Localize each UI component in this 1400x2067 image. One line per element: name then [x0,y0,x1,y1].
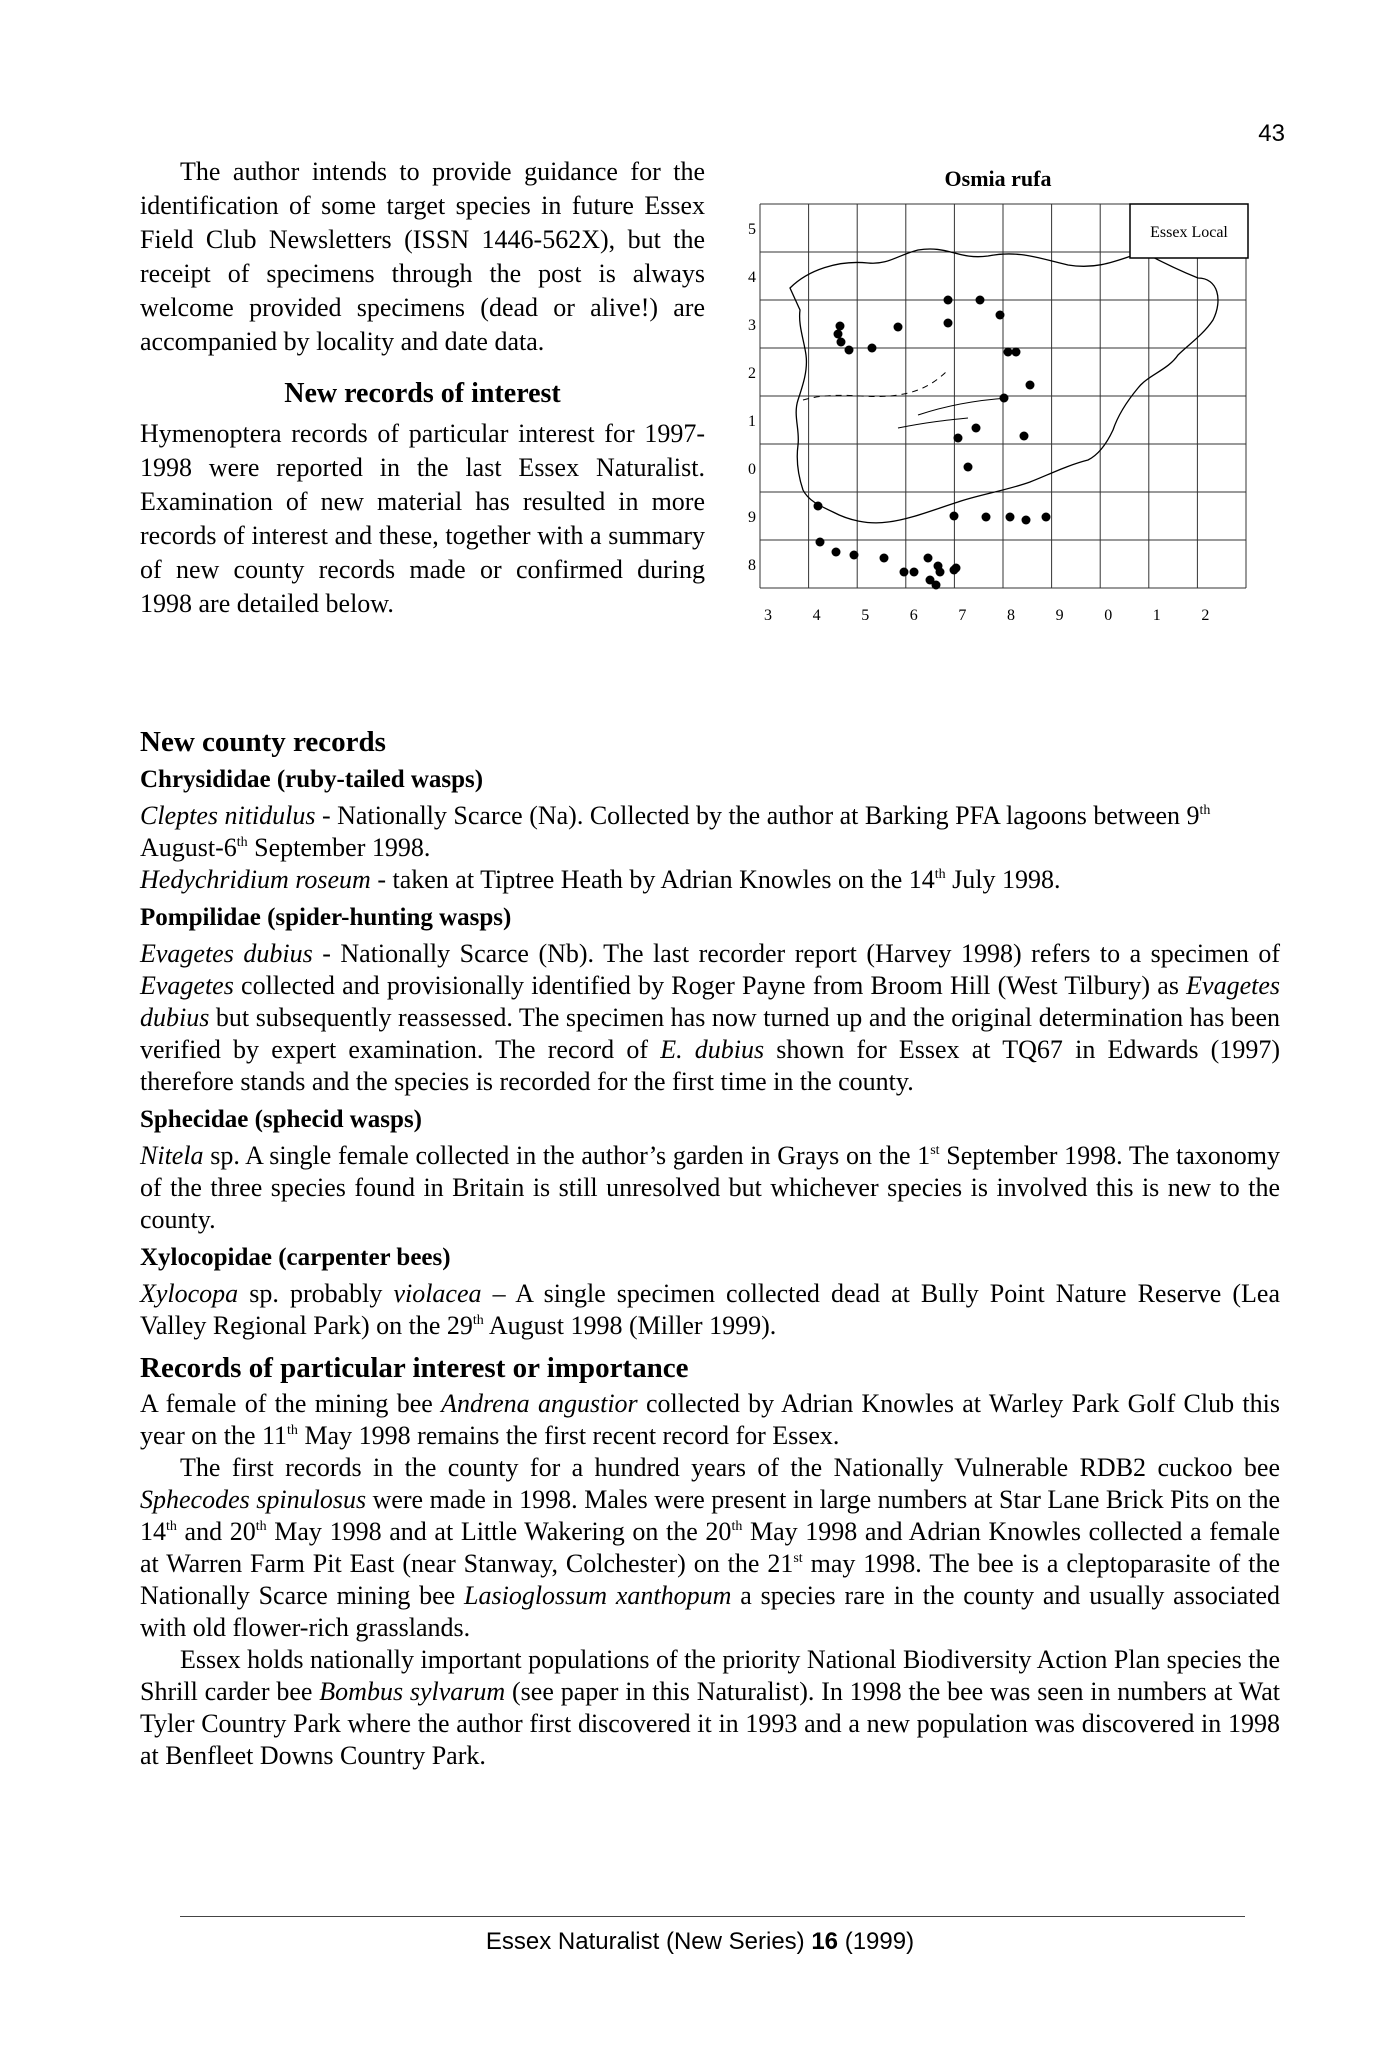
interest-paragraph-1: A female of the mining bee Andrena angustior collected by Adrian Knowles at Warley Park Golf Club this year on the 11th May 1998 remains the first recent record for Essex. [140,1389,1280,1450]
heading-xylocopidae: Xylocopidae (carpenter bees) [140,1244,451,1271]
record-dot [894,323,903,332]
record-dot [976,296,985,305]
map-x-label: 1 [1152,607,1161,624]
page-number: 43 [1258,120,1285,147]
river-line [898,398,1008,428]
record-dot [834,330,843,339]
record-dot [1020,432,1029,441]
record-dot [1006,513,1015,522]
map-x-labels [764,607,1209,624]
map-x-label: 9 [1055,607,1064,624]
map-y-label: 3 [748,317,756,334]
record-dot [944,319,953,328]
map-y-label: 1 [748,413,756,430]
map-y-label: 4 [748,269,756,286]
intro-column [140,155,705,621]
heading-sphecidae: Sphecidae (sphecid wasps) [140,1106,422,1133]
map-title: Osmia rufa [944,166,1052,191]
record-dot [837,338,846,347]
record-dot [936,568,945,577]
map-x-label: 2 [1201,607,1210,624]
record-dot [996,311,1005,320]
map-graphic [718,160,1278,660]
legend-label: Essex Local [1150,224,1228,241]
record-dot [964,463,973,472]
record-dot [814,502,823,511]
map-x-label: 7 [958,607,967,624]
county-outline [790,249,1218,523]
record-dot [850,551,859,560]
record-dot [1026,381,1035,390]
distribution-map [718,160,1278,660]
record-dot [1022,516,1031,525]
main-text [140,716,1280,1772]
interest-paragraph-3: Essex holds nationally important populations of the priority National Biodiversity Action Plan species the Shrill carder bee Bombus sylvarum (see paper in this Naturalist). In 1998 the bee was seen in numbers at Wat Tyler Country Park where the author first discovered it in 1993 and a new population was discovered in 1998 at Benfleet Downs Country Park. [140,1645,1281,1770]
record-dot [816,538,825,547]
record-dot [832,548,841,557]
map-y-label: 0 [748,461,756,478]
record-dot [880,554,889,563]
record-dots [814,296,1051,590]
heading-new-county-records: New county records [140,726,386,758]
record-dot [1000,394,1009,403]
map-x-label: 8 [1007,607,1015,624]
map-y-label: 9 [748,509,756,526]
intro-paragraph-2: Hymenoptera records of particular interest for 1997-1998 were reported in the last Essex Naturalist. Examination of new material has resulted in more records of interest and these, together with a summary of new county records made or confirmed during 1998 are detailed below. [140,419,705,618]
record-xylocopa: Xylocopa sp. probably violacea – A single specimen collected dead at Bully Point Nature Reserve (Lea Valley Regional Park) on the 29th August 1998 (Miller 1999). [140,1279,1280,1340]
intro-paragraph: The author intends to provide guidance for the identification of some target species in future Essex Field Club Newsletters (ISSN 1446-562X), but the receipt of specimens through the post is always welcome provided specimens (dead or alive!) are accompanied by locality and date data. [140,157,705,356]
record-dot [950,512,959,521]
record-dot [836,322,845,331]
map-y-labels [748,221,756,574]
record-dot [845,346,854,355]
map-y-label: 5 [748,221,756,238]
record-dot [1004,348,1013,357]
record-dot [954,434,963,443]
record-evagetes: Evagetes dubius - Nationally Scarce (Nb). The last recorder report (Harvey 1998) refers to a specimen of Evagetes collected and provisionally identified by Roger Payne from Broom Hill (West Tilbury) as Evagetes dubius but subsequently reassessed. The specimen has now turned up and the original determination has been verified by expert examination. The record of E. dubius shown for Essex at TQ67 in Edwards (1997) therefore stands and the species is recorded for the first time in the county. [140,939,1281,1096]
map-x-label: 5 [861,607,870,624]
record-dot [910,568,919,577]
record-dot [868,344,877,353]
footer: Essex Naturalist (New Series) 16 (1999) [485,1928,915,1955]
map-x-label: 0 [1104,607,1113,624]
section-heading-new-records: New records of interest [284,378,561,409]
record-dot [1012,348,1021,357]
map-x-label: 6 [909,607,918,624]
record-dot [924,554,933,563]
record-dot [952,564,961,573]
record-nitela: Nitela sp. A single female collected in the author’s garden in Grays on the 1st September 1998. The taxonomy of the three species found in Britain is still unresolved but whichever species is involved this is new to the county. [140,1141,1281,1234]
interest-paragraph-2: The first records in the county for a hundred years of the Nationally Vulnerable RDB2 cuckoo bee Sphecodes spinulosus were made in 1998. Males were present in large numbers at Star Lane Brick Pits on the 14th and 20th May 1998 and at Little Wakering on the 20th May 1998 and Adrian Knowles collected a female at Warren Farm Pit East (near Stanway, Colchester) on the 21st may 1998. The bee is a cleptoparasite of the Nationally Scarce mining bee Lasioglossum xanthopum a species rare in the county and usually associated with old flower-rich grasslands. [140,1453,1280,1642]
heading-pompilidae: Pompilidae (spider-hunting wasps) [140,904,512,931]
map-y-label: 2 [748,365,756,382]
heading-records-interest: Records of particular interest or importance [140,1352,689,1384]
map-y-label: 8 [748,557,756,574]
map-x-label: 4 [812,607,821,624]
record-dot [900,568,909,577]
record-dot [1042,513,1051,522]
record-cleptes: Cleptes nitidulus - Nationally Scarce (Na). Collected by the author at Barking PFA lagoons between 9th August-6th September 1998. [140,801,1211,862]
record-hedychridium: Hedychridium roseum - taken at Tiptree Heath by Adrian Knowles on the 14th July 1998. [140,865,1061,894]
heading-chrysididae: Chrysididae (ruby-tailed wasps) [140,766,484,793]
record-dot [972,424,981,433]
footer-rule [180,1916,1245,1917]
map-x-label: 3 [764,607,772,624]
record-dot [926,576,935,585]
record-dot [982,513,991,522]
record-dot [944,296,953,305]
